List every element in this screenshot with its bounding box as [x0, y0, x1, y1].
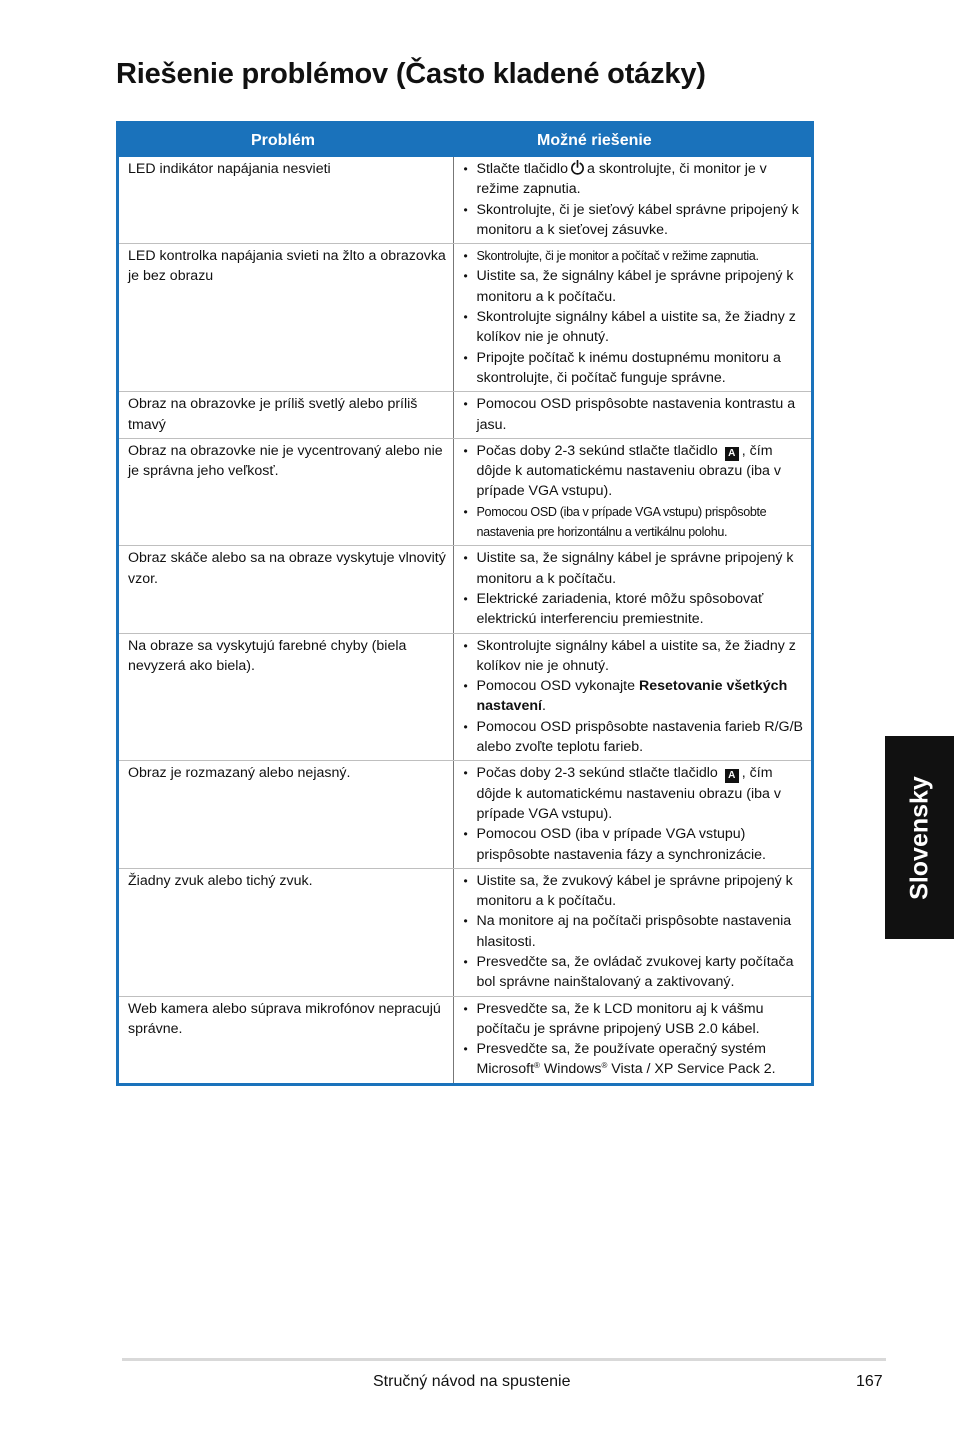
footer-title: Stručný návod na spustenie — [373, 1373, 571, 1390]
table-row — [119, 244, 811, 392]
solution-item: • Uistite sa, že zvukový kábel je správne pripojený k monitoru a k počítaču. — [462, 871, 808, 912]
solution-cell — [453, 761, 811, 868]
solution-cell — [453, 438, 811, 545]
solution-text: , čím dôjde k automatickému nastaveniu obrazu (iba v prípade VGA vstupu). — [476, 765, 781, 822]
auto-button-icon: A — [725, 447, 739, 461]
problem-cell: Obraz na obrazovke je príliš svetlý alebo príliš tmavý — [119, 392, 453, 439]
table-row — [119, 438, 811, 545]
solution-item: • Presvedčte sa, že k LCD monitoru aj k vášmu počítaču je správne pripojený USB 2.0 kábel. — [462, 999, 808, 1040]
solution-item: • Pomocou OSD prispôsobte nastavenia farieb R/G/B alebo zvoľte teplotu farieb. — [462, 717, 808, 758]
problem-cell: Obraz skáče alebo sa na obraze vyskytuje vlnovitý vzor. — [119, 546, 453, 633]
solution-item — [462, 159, 808, 200]
solution-item: • Uistite sa, že signálny kábel je správne pripojený k monitoru a k počítaču. — [462, 266, 808, 307]
solution-cell — [453, 546, 811, 633]
solution-list — [462, 636, 808, 758]
table-row — [119, 761, 811, 868]
language-tab-label: Slovensky — [905, 775, 933, 900]
table-row — [119, 546, 811, 633]
solution-item: • Pomocou OSD (iba v prípade VGA vstupu) prispôsobte nastavenia pre horizontálnu a vertikálnu polohu. — [462, 502, 808, 543]
solution-bold-text: Resetovanie všetkých nastavení — [476, 678, 788, 715]
solution-list — [462, 394, 808, 435]
solution-text: Počas doby 2-3 sekúnd stlačte tlačidlo — [476, 442, 718, 459]
troubleshooting-table — [116, 121, 814, 1086]
table-row — [119, 996, 811, 1083]
problem-cell: Obraz na obrazovke nie je vycentrovaný alebo nie je správna jeho veľkosť. — [119, 438, 453, 545]
problem-cell: Žiadny zvuk alebo tichý zvuk. — [119, 868, 453, 996]
language-tab — [885, 736, 954, 939]
solution-item — [462, 676, 808, 717]
solution-list — [462, 999, 808, 1080]
page-number: 167 — [856, 1373, 883, 1390]
table-row — [119, 633, 811, 761]
solution-item — [462, 763, 808, 824]
solution-list — [462, 548, 808, 629]
solution-cell — [453, 244, 811, 392]
solution-text: a skontrolujte, či monitor je v režime zapnutia. — [476, 161, 767, 198]
solution-item: • Pomocou OSD (iba v prípade VGA vstupu) prispôsobte nastavenia fázy a synchronizácie. — [462, 824, 808, 865]
solution-cell — [453, 392, 811, 439]
solution-item — [462, 1039, 808, 1080]
solution-item: • Uistite sa, že signálny kábel je správne pripojený k monitoru a k počítaču. — [462, 548, 808, 589]
footer-divider — [122, 1358, 886, 1361]
page-title: Riešenie problémov (Často kladené otázky) — [116, 58, 706, 90]
solution-text: Počas doby 2-3 sekúnd stlačte tlačidlo — [476, 765, 718, 782]
solution-list — [462, 871, 808, 993]
problem-cell: Obraz je rozmazaný alebo nejasný. — [119, 761, 453, 868]
solution-item: • Na monitore aj na počítači prispôsobte nastavenia hlasitosti. — [462, 911, 808, 952]
solution-item: • Pomocou OSD prispôsobte nastavenia kontrastu a jasu. — [462, 394, 808, 435]
solution-text: Pomocou OSD vykonajte — [476, 678, 636, 695]
solution-list — [462, 159, 808, 240]
header-problem: Problém — [119, 124, 453, 157]
table-body — [119, 157, 811, 1083]
problem-cell: Web kamera alebo súprava mikrofónov nepracujú správne. — [119, 996, 453, 1083]
solution-item: • Pripojte počítač k inému dostupnému monitoru a skontrolujte, či počítač funguje správne. — [462, 348, 808, 389]
table-header-row — [119, 124, 811, 157]
problem-cell: LED indikátor napájania nesvieti — [119, 157, 453, 244]
solution-text: . — [541, 698, 546, 715]
solution-list — [462, 441, 808, 542]
power-icon — [570, 160, 585, 175]
solution-item: • Skontrolujte signálny kábel a uistite sa, že žiadny z kolíkov nie je ohnutý. — [462, 307, 808, 348]
table-row — [119, 157, 811, 244]
solution-item: • Skontrolujte signálny kábel a uistite sa, že žiadny z kolíkov nie je ohnutý. — [462, 636, 808, 677]
solution-text: Vista / XP Service Pack 2. — [607, 1061, 776, 1078]
solution-list — [462, 246, 808, 388]
registered-mark: ® — [601, 1061, 608, 1071]
solution-cell — [453, 633, 811, 761]
table-row — [119, 868, 811, 996]
solution-text: Presvedčte sa, že používate operačný systém Microsoft — [476, 1041, 766, 1078]
solution-item — [462, 441, 808, 502]
solution-text: Windows — [539, 1061, 602, 1078]
header-solution: Možné riešenie — [453, 124, 811, 157]
table-row — [119, 392, 811, 439]
registered-mark: ® — [534, 1061, 540, 1071]
solution-item: • Skontrolujte, či je monitor a počítač v režime zapnutia. — [462, 246, 808, 266]
solution-text: , čím dôjde k automatickému nastaveniu obrazu (iba v prípade VGA vstupu). — [476, 442, 781, 500]
solution-cell — [453, 868, 811, 996]
solution-list — [462, 763, 808, 864]
solution-item: • Presvedčte sa, že ovládač zvukovej karty počítača bol správne nainštalovaný a zaktivovaný. — [462, 952, 808, 993]
auto-button-icon: A — [725, 769, 739, 783]
solution-item: • Skontrolujte, či je sieťový kábel správne pripojený k monitoru a k sieťovej zásuvke. — [462, 200, 808, 241]
solution-cell — [453, 157, 811, 244]
problem-cell: LED kontrolka napájania svieti na žlto a obrazovka je bez obrazu — [119, 244, 453, 392]
solution-cell — [453, 996, 811, 1083]
solution-item: • Elektrické zariadenia, ktoré môžu spôsobovať elektrickú interferenciu premiestnite. — [462, 589, 808, 630]
problem-cell: Na obraze sa vyskytujú farebné chyby (biela nevyzerá ako biela). — [119, 633, 453, 761]
solution-text: Stlačte tlačidlo — [476, 161, 568, 177]
